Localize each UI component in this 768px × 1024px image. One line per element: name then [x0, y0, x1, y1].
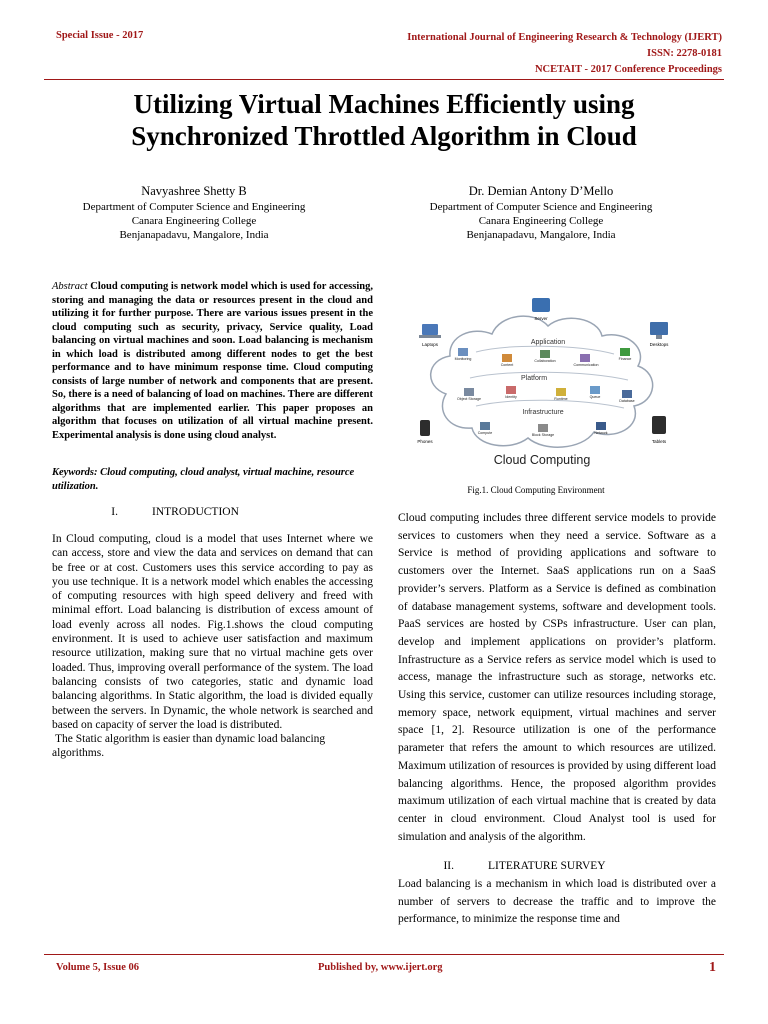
intro-paragraph-1: In Cloud computing, cloud is a model that uses Internet where we can access, store and view the data and services on demand that can be free or at cost. Customers uses this service according to pay as you use technique. It is a network model which enables the accessing of computing resources with high speed delivery and freed with minimal effort. Load balancing is distribution of excess amount of load evenly across all nodes. Fig.1.shows the cloud computing environment. It is used to achieve user satisfaction and maximum resource utilization, making sure that no virtual machine gets over loaded. Thus, improving overall performance of the system. The load balancing consists of two categories, static and dynamic load balancing algorithms. In Static algorithm, the load is divided equally between the servers. In Dynamic, the whole network is searched and based on capacity of server the load is distributed. — [52, 533, 373, 731]
header-journal — [407, 30, 722, 78]
page-number: 1 — [709, 960, 716, 975]
block-storage-icon — [538, 424, 548, 432]
section-number: I. — [111, 506, 118, 518]
right-column-paragraph-2: Load balancing is a mechanism in which load is distributed over a number of servers to decrease the traffic and to improve the performance, to minimize the response time and — [398, 878, 716, 926]
server-icon — [532, 298, 550, 312]
author-address: Benjanapadavu, Mangalore, India — [466, 229, 616, 241]
figure-label: Network — [594, 431, 608, 435]
footer-divider — [44, 954, 724, 955]
header-issue: Special Issue - 2017 — [56, 30, 144, 41]
right-column-paragraph-1: Cloud computing includes three different service models to provide services to customers when they need a service. Software as a Service is method of providing applications and software to customers over the Internet. SaaS applications run on a SaaS provider’s servers. Platform as a Service is defined as combination of database management systems, software and development tools. PaaS services are hosted by CSPs infrastructure. User can plan, develop and implement applications on provider’s platform. Infrastructure as a Service refers as service model which is used to access, manage the infrastructure such as storage, networks etc. Using this service, customer can utilize resources including storage, memory space, network equipment, virtual machines and server space [1, 2]. Resource utilization is one of the performance parameter that refers the amount to which resources are utilized. Maximum utilization of resources is provided by using different load balancing algorithms. Hence, the proposed algorithm provides maximum utilization of each virtual machine that is created by data center in cloud environment. Cloud Analyst tool is used for simulation and analysis of the algorithm. — [398, 512, 716, 843]
tablet-icon — [652, 416, 666, 434]
header-proceedings: NCETAIT - 2017 Conference Proceedings — [534, 64, 722, 75]
section-title: LITERATURE SURVEY — [488, 860, 606, 872]
title-line-2: Synchronized Throttled Algorithm in Cloud — [131, 121, 637, 151]
figure-label: Monitoring — [454, 357, 472, 361]
queue-icon — [590, 386, 600, 394]
figure-caption: Fig.1. Cloud Computing Environment — [467, 485, 605, 495]
database-icon — [622, 390, 632, 398]
figure-label: Server — [534, 316, 548, 321]
figure-label: Phones — [417, 439, 433, 444]
header-divider — [44, 79, 724, 80]
figure-label: Desktops — [649, 342, 669, 347]
paper-title — [40, 88, 728, 152]
keywords: Keywords: Cloud computing, cloud analyst, virtual machine, resource utilization. — [52, 467, 355, 492]
author-dept: Department of Computer Science and Engineering — [82, 201, 306, 213]
abstract — [52, 280, 373, 442]
figure-label: Communication — [573, 363, 599, 367]
communication-icon — [580, 354, 590, 362]
author-name: Dr. Demian Antony D’Mello — [468, 184, 614, 198]
cloud-computing-figure — [406, 290, 678, 472]
author-block-1 — [44, 184, 344, 242]
author-name: Navyashree Shetty B — [141, 184, 247, 198]
finance-icon — [620, 348, 630, 356]
author-dept: Department of Computer Science and Engineering — [429, 201, 653, 213]
phone-icon — [420, 420, 430, 436]
figure-label: Database — [619, 399, 635, 403]
identity-icon — [506, 386, 516, 394]
abstract-label: Abstract — [52, 281, 88, 292]
layer-label-infrastructure: Infrastructure — [522, 409, 564, 416]
compute-icon — [480, 422, 490, 430]
desktop-icon — [650, 322, 668, 335]
figure-label: Finance — [618, 357, 632, 361]
runtime-icon — [556, 388, 566, 396]
figure-label: Block Storage — [531, 433, 555, 437]
title-line-1: Utilizing Virtual Machines Efficiently using — [133, 89, 635, 119]
content-icon — [502, 354, 512, 362]
header-issn: ISSN: 2278-0181 — [647, 48, 722, 59]
figure-label: Collaboration — [534, 359, 556, 363]
section-title: INTRODUCTION — [152, 506, 239, 518]
author-college: Canara Engineering College — [478, 215, 604, 227]
figure-title: Cloud Computing — [493, 453, 591, 467]
figure-label: Runtime — [554, 397, 568, 401]
figure-label: Identity — [505, 395, 517, 399]
intro-paragraph-2: The Static algorithm is easier than dynamic load balancing algorithms. — [52, 733, 326, 760]
network-icon — [596, 422, 606, 430]
collaboration-icon — [540, 350, 550, 358]
section-heading-literature-survey — [406, 860, 606, 872]
author-address: Benjanapadavu, Mangalore, India — [119, 229, 269, 241]
figure-label: Queue — [589, 395, 601, 399]
abstract-text: Cloud computing is network model which is used for accessing, storing and managing the data or resources present in the cloud and utilizing it for further purpose. There are various issues present in the cloud computing such as security, privacy, Service quality, Load balancing on virtual machines and soon. Load balancing is mechanism in which load is distributed among different nodes to get the best performance and to have minimum response time. Cloud computing consists of large number of network and components that are present. So, there is a need of balancing of load on machines. There are different algorithms that are implemented earlier. This paper proposes an algorithm that focuses on utilization of all virtual machine present. Experimental analysis is done using cloud analyst. — [52, 281, 373, 441]
section-heading-introduction — [70, 506, 239, 518]
figure-label: Laptops — [421, 342, 439, 347]
layer-label-platform: Platform — [520, 375, 548, 382]
author-college: Canara Engineering College — [131, 215, 257, 227]
author-block-2 — [391, 184, 691, 242]
figure-label: Compute — [477, 431, 493, 435]
laptop-icon — [422, 324, 438, 335]
header-journal-name: International Journal of Engineering Research & Technology (IJERT) — [407, 32, 722, 43]
section-number: II. — [443, 860, 454, 872]
figure-label: Object Storage — [457, 397, 481, 401]
figure-label: Content — [500, 363, 514, 367]
monitoring-icon — [458, 348, 468, 356]
footer-publisher: Published by, www.ijert.org — [318, 962, 443, 973]
figure-label: Tablets — [651, 439, 667, 444]
introduction-body — [52, 532, 373, 761]
layer-label-application: Application — [530, 339, 566, 346]
object-storage-icon — [464, 388, 474, 396]
footer-volume: Volume 5, Issue 06 — [56, 962, 140, 973]
